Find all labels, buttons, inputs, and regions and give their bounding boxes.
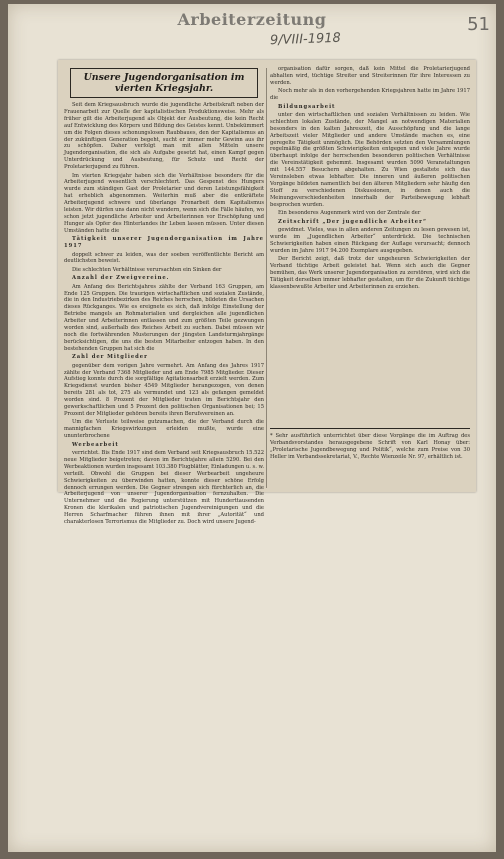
paragraph: organisation dafür sorgen, daß kein Mittel die Proletarierjugend abhalten wird, tüchtige Streiter und Streiterinnen für ihre Interessen zu werden. bbox=[270, 66, 470, 86]
paragraph: Noch mehr als in den vorhergehenden Kriegsjahren hatte im Jahre 1917 die bbox=[270, 88, 470, 102]
paragraph: verrichtet. Bis Ende 1917 sind dem Verband seit Kriegsausbruch 15.522 neue Mitglieder beigetreten; davon im Berichtsjahre allein 5290. Bei den Werbeaktionen wurden insgesamt 103.380 Flugblätter, Einladungen u. s. w. verteilt. Obwohl die Gruppen bei dieser Werbearbeit ungeheure Schwierigkeiten zu überwinden hatten, konnte dieser schöne Erfolg dennoch errungen werden. Die Gegner strengen sich fürchterlich an, die Arbeiterjugend von unserer Jugendorganisation fernzuhalten. Die Unternehmer und die Regierung unterstützen mit Hunderttausenden Kronen die klerikalen und patriotischen Jugendvereinigungen und die Herren Scharfmacher führen ihnen mit ihrer „Autorität“ und charakterlosen Terrorismus die Mitglieder zu. Doch wird unsere Jugend- bbox=[64, 450, 264, 526]
spaced-phrase: Anzahl der Zweigvereine. bbox=[72, 275, 170, 282]
spaced-phrase: Werbearbeit bbox=[72, 441, 119, 448]
paragraph: unter den wirtschaftlichen und sozialen Verhältnissen zu leiden. Wie schlechten lokalen Zustände, der Mangel an notwendigen Materialien besonders in den kalten Jahreszeit, die Ausschöpfung und die lange Arbeitszeit vieler Mitglieder und andere Umstände machen es, eine geregelte Tätigkeit unmöglich. Die Behörden setzten den Versammlungen regelmäßig die größten Schwierigkeiten entgegen und viele Jahre wurde überhaupt infolge der herrschenden besonderen politischen Verhältnisse die Vereinstätigkeit gehemmt. Insgesamt wurden 5090 Veranstaltungen mit 144.557 Besuchern abgehalten. Zu Wien gestaltete sich das Vereinsleben etwas lebhafter. Die inneren und äußeren politischen Vorgänge bildeten namentlich bei den älteren Mitgliedern sehr häufig den Stoff zu verschiedenen Diskussionen, in denen auch die Meinungsverschiedenheiten innerhalb der Parteibewegung lebhaft besprochen wurden. bbox=[270, 111, 470, 208]
archive-number: 51 bbox=[467, 14, 490, 35]
article-headline: Unsere Jugendorganisation im vierten Kriegsjahr. bbox=[70, 68, 258, 98]
column-divider bbox=[266, 68, 267, 488]
spaced-phrase: Tätigkeit unserer Jugendorganisation im Jahre 1917 bbox=[64, 236, 264, 250]
spaced-phrase: Bildungsarbeit bbox=[278, 103, 336, 110]
paragraph: gegenüber dem vorigen Jahre vermehrt. Am Anfang des Jahres 1917 zählte der Verband 7368 Mitglieder und am Ende 7985 Mitglieder. Dieser Aufstieg konnte durch die sorgfältige Agitationsarbeit erzielt werden. Zum Kriegsdienst wurden bisher 4549 Mitglieder herangezogen, von denen bereits 281 als tot, 275 als vermundet und 123 als gefangen gemeldet worden sind. 8 Prozent der Mitglieder traten im Berichtsjahr den gewerkschaftlichen und 5 Prozent den politischen Organisationen bei; 15 Prozent der Mitglieder gehören bereits ihren Berufsvereinen an. bbox=[64, 362, 264, 417]
paragraph: gewidmet. Vieles, was in allen anderen Zeitungen zu lesen gewesen ist, wurde im „Jugendlichen Arbeiter“ unterdrückt. Die technischen Schwierigkeiten haben einen Rückgang der Auflage verursacht; dennoch wurden im Jahre 1917 94.200 Exemplare ausgegeben. bbox=[270, 226, 470, 254]
spaced-phrase: Zeitschrift „Der jugendliche Arbeiter“ bbox=[278, 218, 427, 225]
paragraph: Im vierten Kriegsjahr haben sich die Verhältnisse besonders für die Arbeiterjugend wesentlich verschlechtert. Das Gespenst des Hungers wurde zum ständigen Gast der Proletarier und deren Leistungsfähigkeit hat erheblich abgenommen. Weiterhin muß aber die entkräftete Arbeiterjugend schwere und überlange Fronarbeit dem Kapitalismus leisten. Wir dürfen uns dann nicht wundern, wenn sich die Fälle häufen, wo schon jetzt jugendliche Arbeiter und Arbeiterinnen vor Erschöpfung und Hunger als Opfer des Hinterlandes ihr Leben lassen müssen. Unter diesen Umständen hatte die bbox=[64, 172, 264, 234]
article-left-column bbox=[64, 66, 264, 526]
paragraph: Am Anfang des Berichtsjahres zählte der Verband 163 Gruppen, am Ende 125 Gruppen. Die traurigen wirtschaftlichen und sozialen Zustände, die in den Industriebezirken des Reiches herrschen, bildeten die Ursachen dieses Rückganges. Wie es ereignete es sich, daß infolge Einstellung der Betriebe mangels an Rohmaterialien und dergleichen alle jugendlichen Arbeiter und Arbeiterinnen entlassen und zum größten Teile gezwungen worden sind, außerhalb des Reiches Arbeit zu suchen. Dabei müssen wir noch die fortwährenden Musterungen der jüngsten Landsturmjahrgänge berücksichtigen, die uns die besten Mitarbeiter entzogen haben. In den bestehenden Gruppen hat sich die bbox=[64, 283, 264, 352]
paragraph: doppelt schwer zu leiden, was der soeben veröffentlichte Bericht am deutlichsten beweist. bbox=[64, 251, 264, 265]
spaced-phrase: Zahl der Mitglieder bbox=[72, 354, 148, 361]
article-footnote: * Sehr ausführlich unterrichtet über diese Vorgänge die im Auftrag des Verbandsvorstandes herausgegebene Schrift von Karl Honay über: „Proletarische Jugendbewegung und Politik“, welche zum Preise von 30 Heller im Verbandssekretariat, V., Rechte Wienzeile Nr. 97, erhältlich ist. bbox=[270, 428, 470, 461]
paragraph: Um die Verluste teilweise gutzumachen, die der Verband durch die mannigfachen Kriegswirkungen erleiden mußte, wurde eine ununterbrochene bbox=[64, 419, 264, 440]
handwritten-date: 9/VIII-1918 bbox=[269, 30, 342, 49]
paragraph: Ein besonderes Augenmerk wird von der Zentrale der bbox=[278, 210, 421, 217]
newspaper-clipping bbox=[58, 60, 476, 526]
paragraph: Seit dem Kriegsausbruch wurde die jugendliche Arbeitskraft neben der Frauenarbeit zur Quelle der kapitalistischen Produktionsweise. Mehr als früher gilt die Arbeiterjugend als Objekt der Ausbeutung, die kein Recht auf Entwicklung des Körpers und Bildung des Geistes kennt. Unbekümmert um die Folgen dieses schonungslosen Raubbaues, den der Kapitalismus an der zukünftigen Generation begeht, sucht er immer mehr Gewinn aus ihr zu schöpfen. Daher verfolgt man mit allen Mitteln unsere Jugendorganisation, die sich als Aufgabe gesetzt hat, einen Kampf gegen Unterdrückung und Ausbeutung, für Schutz und Recht der Proletarierjugend zu führen. bbox=[64, 102, 264, 171]
paragraph: Die schlechten Verhältnisse verursachten ein Sinken der bbox=[72, 266, 222, 273]
paragraph: Der Bericht zeigt, daß trotz der ungeheuren Schwierigkeiten der Verband tüchtige Arbeit geleistet hat. Wenn sich auch die Gegner bemühen, das Werk unserer Jugendorganisation zu zerstören, wird sich die Tätigkeit derselben immer lebhafter gestalten, um für die Zukunft tüchtige klassenbewußte Arbeiter und Arbeiterinnen zu erziehen. bbox=[270, 256, 470, 290]
article-right-column bbox=[270, 66, 470, 366]
newspaper-masthead: Arbeiterzeitung bbox=[177, 10, 327, 29]
archive-sheet bbox=[8, 4, 496, 852]
